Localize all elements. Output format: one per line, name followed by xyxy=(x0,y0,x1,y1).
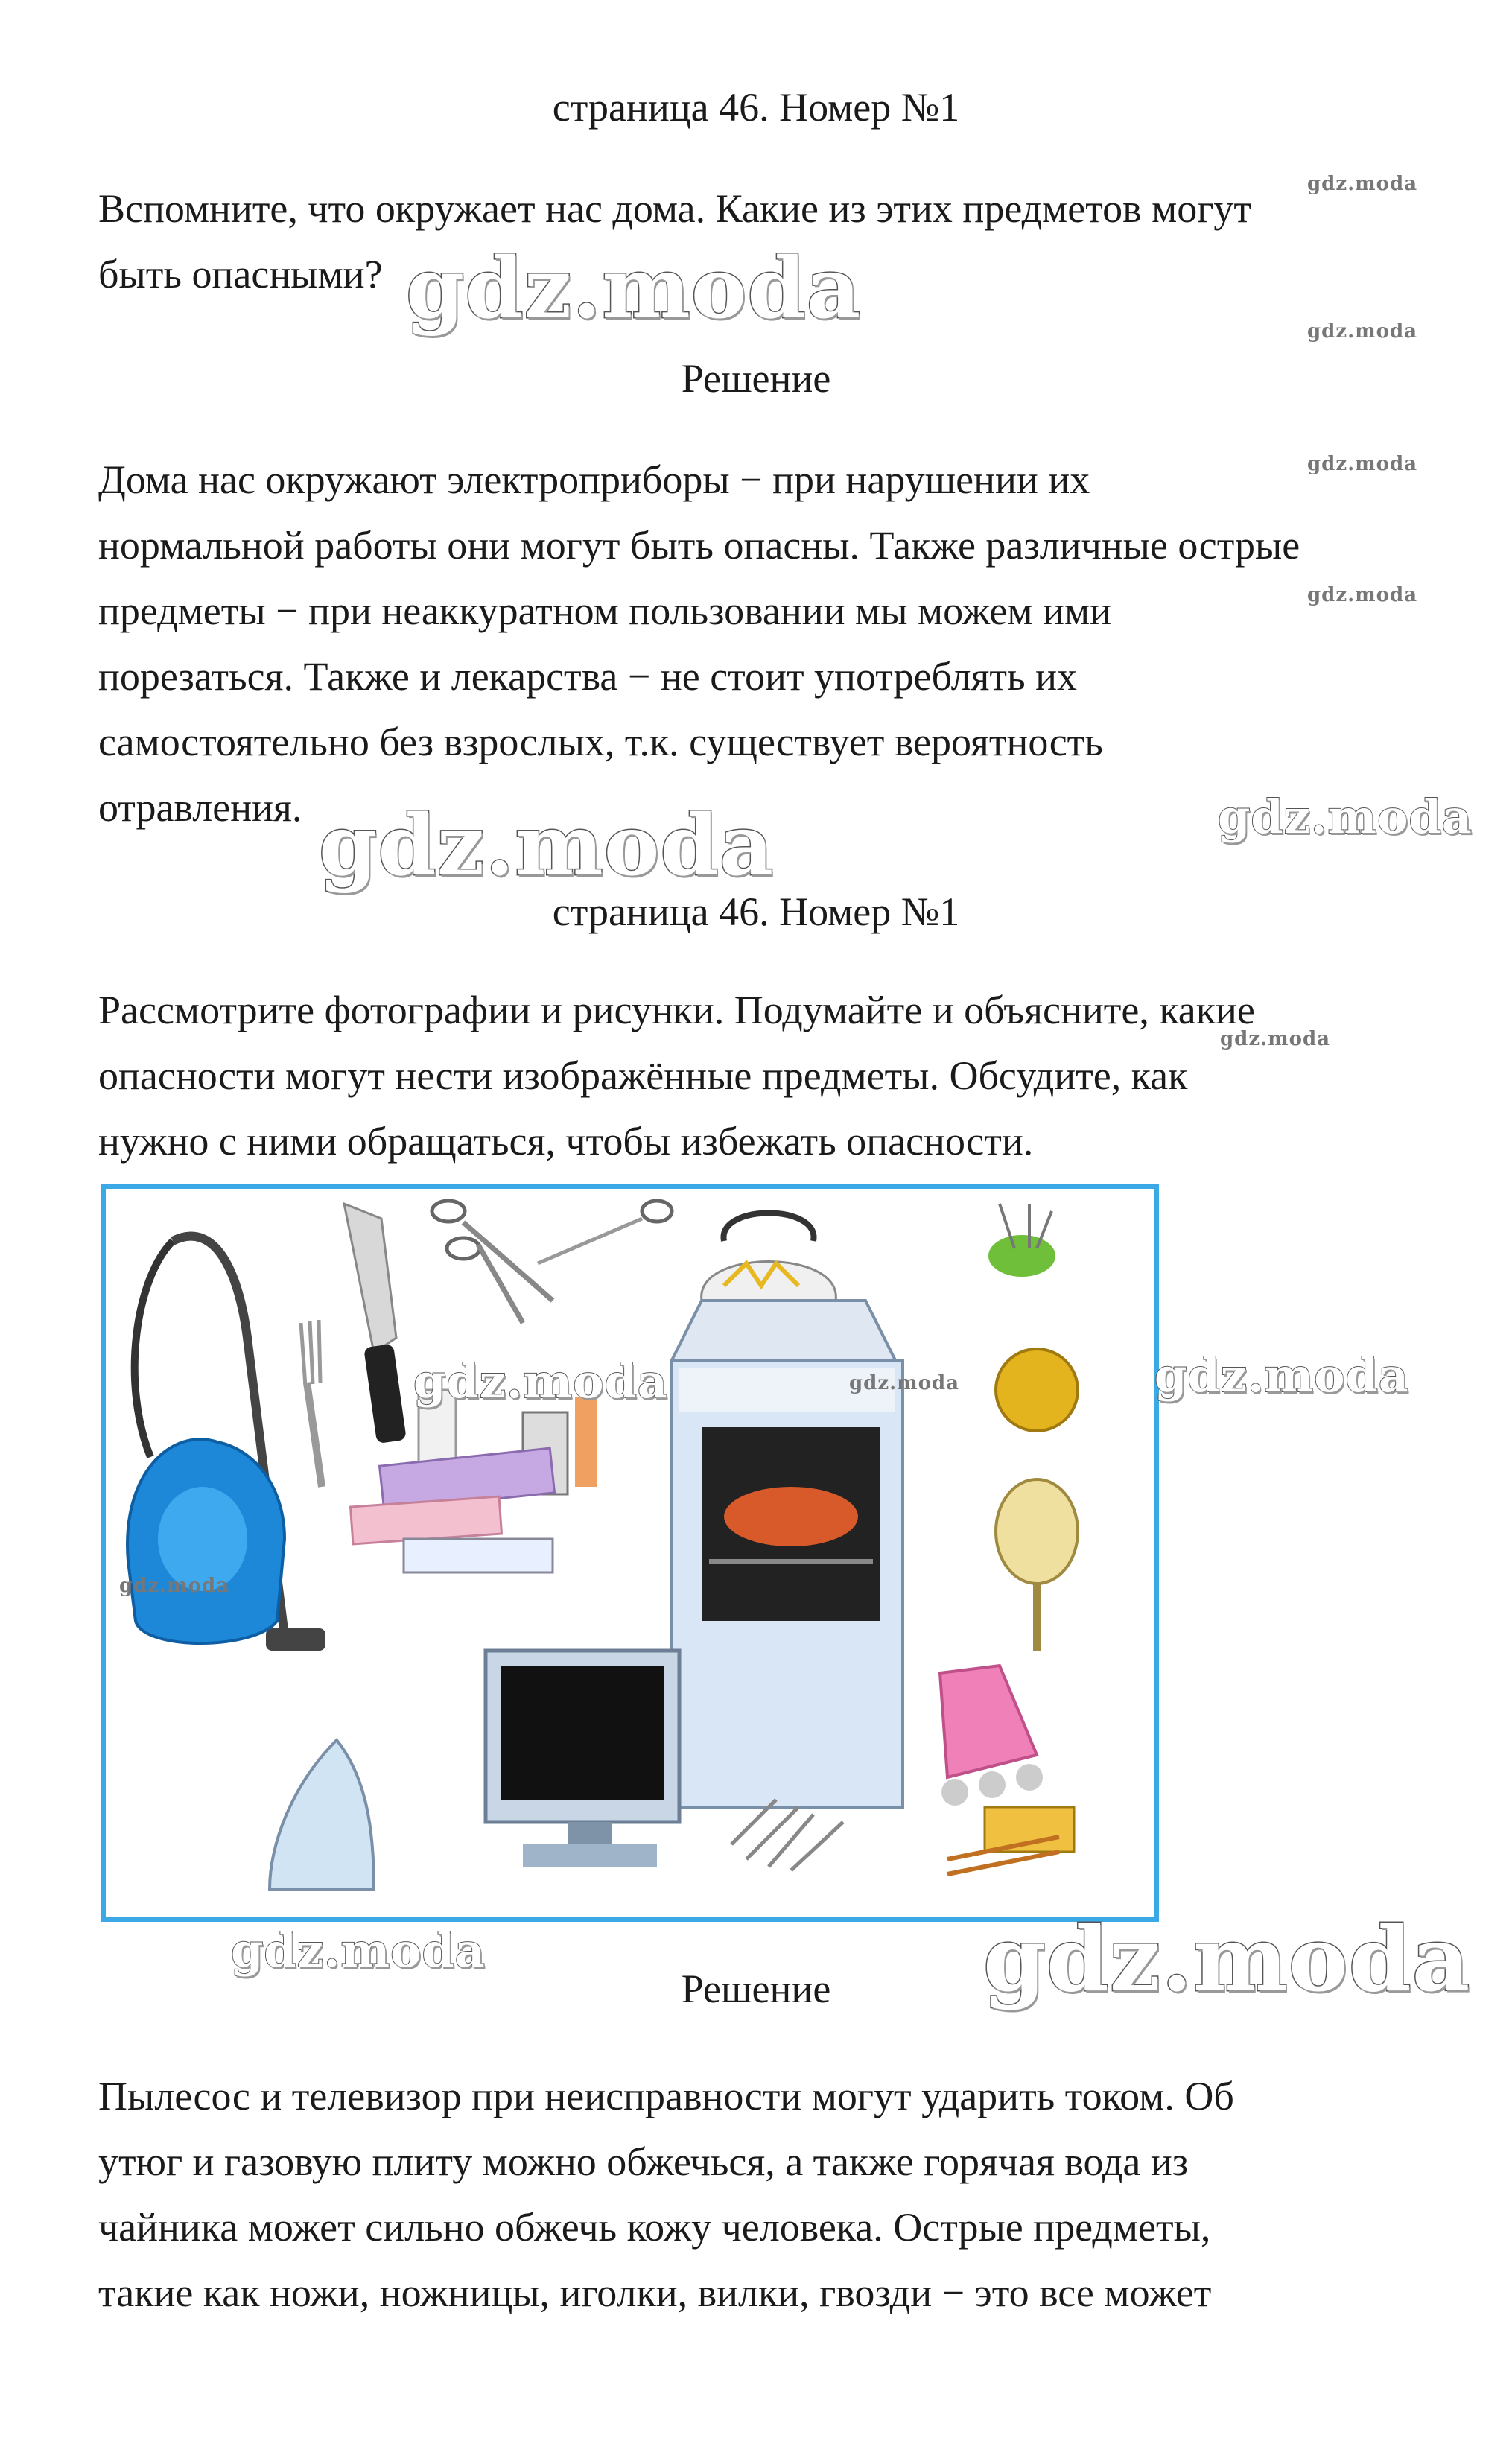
electrical-plug-icon xyxy=(996,1479,1078,1651)
household-items-illustration xyxy=(101,1184,1159,1922)
watermark: gdz.moda xyxy=(1307,320,1418,343)
watermark: gdz.moda xyxy=(983,1907,1471,2012)
question-line: Вспомните, что окружает нас дома. Какие из этих предметов могут xyxy=(98,186,1251,231)
answer-line: порезаться. Также и лекарства − не стоит употреблять их xyxy=(98,654,1078,699)
coin-icon xyxy=(996,1349,1078,1431)
household-items-drawing xyxy=(106,1189,1154,1917)
watermark: gdz.moda xyxy=(119,1575,230,1597)
section2-question xyxy=(98,977,1439,1174)
section1-heading: страница 46. Номер №1 xyxy=(552,85,960,130)
matches-icon xyxy=(947,1807,1074,1874)
section1-answer xyxy=(98,447,1439,840)
watermark: gdz.moda xyxy=(319,797,775,895)
scissors-icon xyxy=(432,1201,672,1323)
question-line: быть опасными? xyxy=(98,252,383,296)
answer-line: предметы − при неаккуратном пользовании мы можем ими xyxy=(98,588,1112,633)
watermark: gdz.moda xyxy=(231,1923,486,1978)
watermark: gdz.moda xyxy=(406,240,862,337)
answer-line: Пылесос и телевизор при неисправности могут ударить током. Об xyxy=(98,2074,1234,2118)
answer-line: чайника может сильно обжечь кожу человека. Острые предметы, xyxy=(98,2205,1211,2250)
watermark: gdz.moda xyxy=(1218,790,1473,844)
kettle-icon xyxy=(702,1213,836,1301)
answer-line: самостоятельно без взрослых, т.к. существует вероятность xyxy=(98,720,1103,764)
watermark: gdz.moda xyxy=(413,1354,668,1409)
question-line: нужно с ними обращаться, чтобы избежать опасности. xyxy=(98,1119,1034,1164)
knife-fork-icon xyxy=(301,1204,407,1487)
answer-line: Дома нас окружают электроприборы − при нарушении их xyxy=(98,457,1090,502)
watermark: gdz.moda xyxy=(849,1372,960,1394)
watermark: gdz.moda xyxy=(1154,1348,1409,1403)
answer-line: нормальной работы они могут быть опасны. Также различные острые xyxy=(98,523,1300,568)
roller-skate-icon xyxy=(940,1666,1043,1806)
watermark: gdz.moda xyxy=(1307,453,1418,475)
section2-heading: страница 46. Номер №1 xyxy=(552,889,960,934)
watermark: gdz.moda xyxy=(1307,173,1418,195)
question-line: опасности могут нести изображённые предметы. Обсудите, как xyxy=(98,1053,1188,1098)
watermark: gdz.moda xyxy=(1220,1028,1331,1050)
tv-monitor-icon xyxy=(486,1651,679,1867)
section2-answer xyxy=(98,2063,1439,2326)
answer-line: отравления. xyxy=(98,785,302,830)
pincushion-icon xyxy=(988,1204,1055,1277)
answer-line: такие как ножи, ножницы, иголки, вилки, гвозди − это все может xyxy=(98,2270,1212,2315)
question-line: Рассмотрите фотографии и рисунки. Подумайте и объясните, какие xyxy=(98,988,1255,1032)
section1-solution-label: Решение xyxy=(681,356,831,401)
watermark: gdz.moda xyxy=(1307,584,1418,606)
nails-icon xyxy=(731,1800,843,1870)
iron-icon xyxy=(270,1740,374,1889)
section2-solution-label: Решение xyxy=(681,1967,831,2011)
answer-line: утюг и газовую плиту можно обжечься, а также горячая вода из xyxy=(98,2139,1189,2184)
